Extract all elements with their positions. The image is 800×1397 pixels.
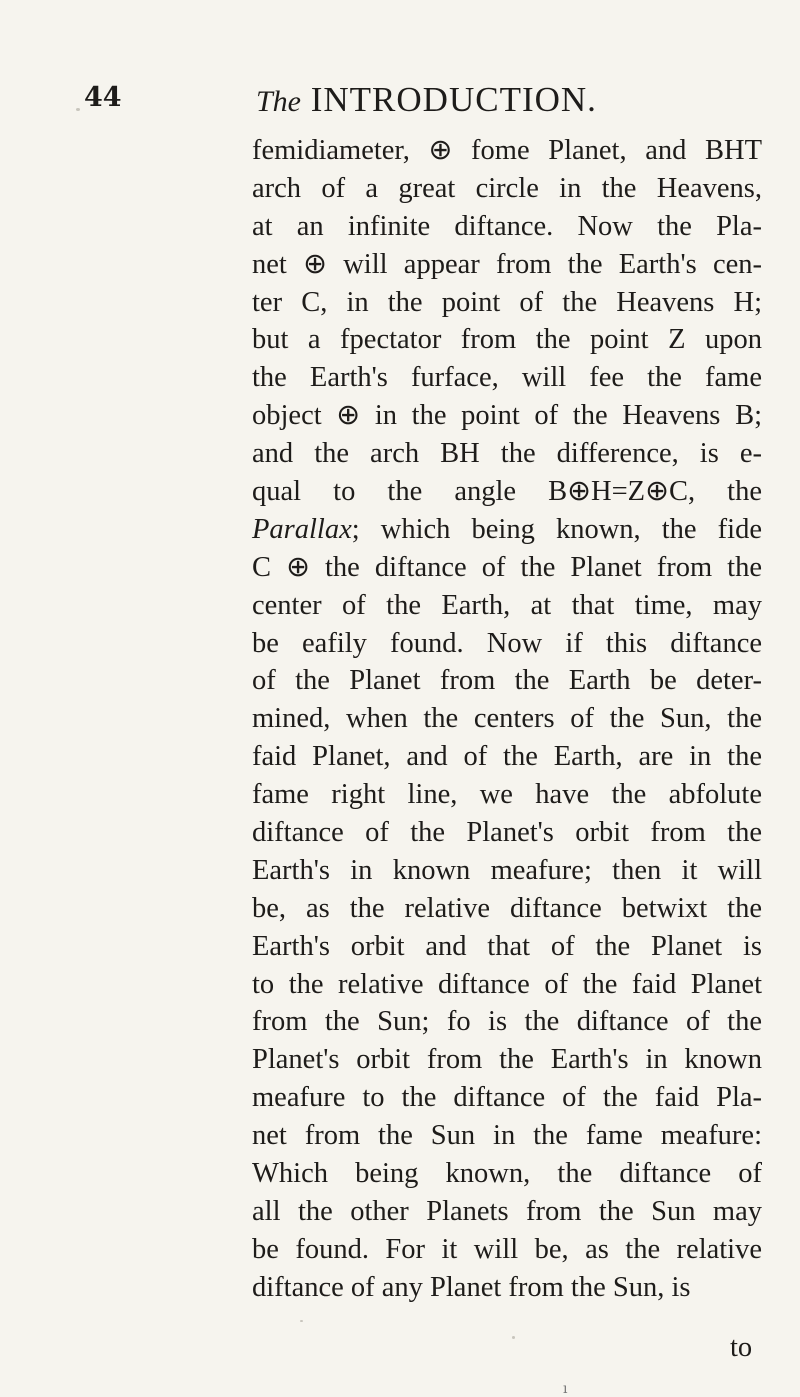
text-line: but a fpectator from the point Z upon: [252, 324, 762, 356]
text-line: center of the Earth, at that time, may: [252, 589, 762, 621]
page-header: [84, 80, 760, 120]
text-line: the Earth's furface, will fee the fame: [252, 362, 762, 394]
text-line: ter C, in the point of the Heavens H;: [252, 286, 762, 318]
text-line: at an infinite diftance. Now the Pla-: [252, 210, 762, 242]
text-line: be eafily found. Now if this diftance: [252, 627, 762, 659]
text-line: diftance of the Planet's orbit from the: [252, 817, 762, 849]
text-line: Which being known, the diftance of: [252, 1158, 762, 1190]
page-mark: ı: [563, 1381, 568, 1397]
text-line: from the Sun; fo is the diftance of the: [252, 1006, 762, 1038]
running-head-title: INTRODUCTION.: [310, 80, 597, 119]
running-head: [256, 80, 597, 120]
text-line: net from the Sun in the fame meafure:: [252, 1120, 762, 1152]
paper-speck: [300, 1320, 303, 1322]
text-line: object ⊕ in the point of the Heavens B;: [252, 400, 762, 432]
text-line-parallax: Parallax; which being known, the fide: [252, 513, 762, 545]
text-line: meafure to the diftance of the faid Pla-: [252, 1082, 762, 1114]
text-line: all the other Planets from the Sun may: [252, 1195, 762, 1227]
catchword: to: [730, 1332, 753, 1363]
text-line: femidiameter, ⊕ fome Planet, and BHT: [252, 135, 762, 166]
text-line: be found. For it will be, as the relative: [252, 1233, 762, 1265]
text-line: diftance of any Planet from the Sun, is: [252, 1271, 691, 1303]
text-line: Earth's orbit and that of the Planet is: [252, 930, 762, 962]
italic-term: Parallax: [252, 513, 352, 545]
body-text: [252, 132, 762, 1307]
text-line: Earth's in known meafure; then it will: [252, 854, 762, 886]
text-line: Planet's orbit from the Earth's in known: [252, 1044, 762, 1076]
text-line: C ⊕ the diftance of the Planet from the: [252, 551, 762, 583]
page-number: 44: [84, 82, 122, 113]
text-line: faid Planet, and of the Earth, are in the: [252, 741, 762, 773]
paper-speck: [512, 1336, 515, 1339]
text-line: fame right line, we have the abfolute: [252, 779, 762, 811]
text-line: of the Planet from the Earth be deter-: [252, 665, 762, 697]
running-head-prefix: The: [256, 85, 301, 118]
paper-speck: [76, 108, 80, 111]
text-line: to the relative diftance of the faid Planet: [252, 968, 762, 1000]
text-line: and the arch BH the difference, is e-: [252, 438, 762, 470]
text-line: be, as the relative diftance betwixt the: [252, 892, 762, 924]
text-line: qual to the angle B⊕H=Z⊕C, the: [252, 476, 762, 508]
text-line: net ⊕ will appear from the Earth's cen-: [252, 248, 762, 280]
text-line: arch of a great circle in the Heavens,: [252, 172, 762, 204]
text-line: mined, when the centers of the Sun, the: [252, 703, 762, 735]
